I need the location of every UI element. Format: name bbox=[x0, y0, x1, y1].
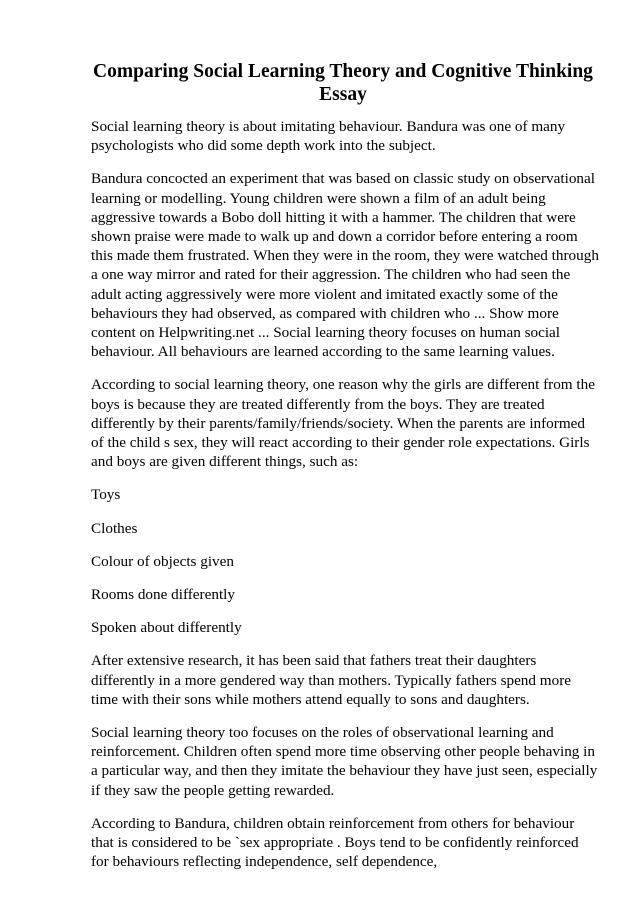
paragraph-reinforcement: According to Bandura, children obtain reinforcement from others for behaviour that is considered to be `sex appropriate . Boys tend to be confidently reinforced for behaviours reflecting independence, self dependence, bbox=[91, 814, 579, 871]
paragraph-experiment: Bandura concocted an experiment that was based on classic study on observational learning or modelling. Young children were shown a film of an adult being aggressive towards a Bobo doll hitting it with a hammer. The children that were shown praise were made to walk up and down a corridor before entering a room this made them frustrated. When they were in the room, they were watched through a one way mirror and rated for their aggression. The children who had seen the adult acting aggressively were more violent and imitated exactly some of the behaviours they had observed, as compared with children who ... Show more content on Helpwriting.net ... Social learning theory focuses on human social behaviour. All behaviours are learned according to the same learning values. bbox=[91, 170, 599, 361]
paragraph-fathers: After extensive research, it has been said that fathers treat their daughters differently in a more gendered way than mothers. Typically fathers spend more time with their sons while mothers attend equally to sons and daughters. bbox=[91, 652, 571, 708]
paragraph-intro: Social learning theory is about imitating behaviour. Bandura was one of many psychologists who did some depth work into the subject. bbox=[91, 118, 566, 155]
paragraph-observational: Social learning theory too focuses on the roles of observational learning and reinforcement. Children often spend more time observing other people behaving in a particular way, and then they imitate the behaviour they have just seen, especially if they saw the people getting rewarded. bbox=[91, 724, 598, 799]
document-body bbox=[91, 117, 599, 872]
list-item-rooms: Rooms done differently bbox=[91, 586, 235, 604]
paragraph-gender-treatment: According to social learning theory, one reason why the girls are different from the boys is because they are treated differently from the boys. They are treated differently by their parents/family/friends/society. When the parents are informed of the child s sex, they will react according to their gender role expectations. Girls and boys are given different things, such as: bbox=[91, 376, 595, 471]
list-item-spoken: Spoken about differently bbox=[91, 619, 242, 637]
list-item-clothes: Clothes bbox=[91, 519, 138, 537]
list-item-colour: Colour of objects given bbox=[91, 552, 234, 570]
document-title: Comparing Social Learning Theory and Cognitive Thinking Essay bbox=[93, 61, 593, 105]
list-item-toys: Toys bbox=[91, 486, 121, 504]
